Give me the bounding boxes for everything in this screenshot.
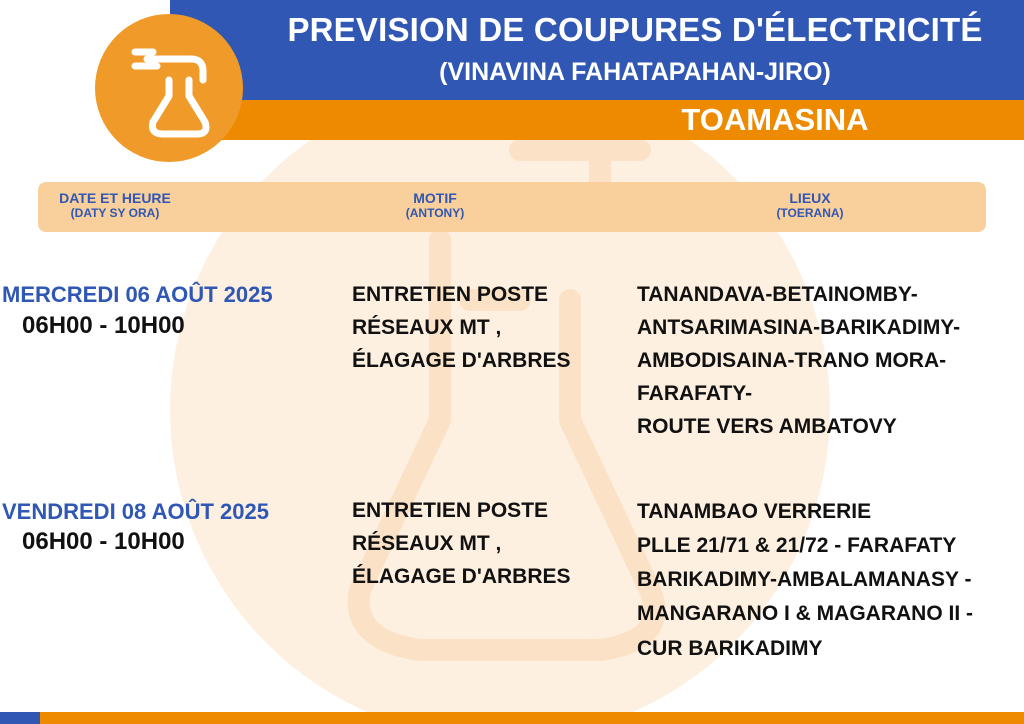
outage-location-line: TANAMBAO VERRERIE [637,500,872,523]
outage-motif-line: ENTRETIEN POSTE [352,283,549,306]
outage-location-line: BARIKADIMY-AMBALAMANASY - [637,568,972,591]
outage-location-line: MANGARANO I & MAGARANO II - [637,602,973,625]
outage-location-line: ROUTE VERS AMBATOVY [637,415,897,438]
page-title: PREVISION DE COUPURES D'ÉLECTRICITÉ [287,11,983,48]
outage-location-line: TANANDAVA-BETAINOMBY- [637,283,918,306]
footer-strip-accent [0,712,40,724]
column-header-lieux [735,190,885,221]
city-name: TOAMASINA [681,102,869,137]
outage-location-line: AMBODISAINA-TRANO MORA- [637,349,947,372]
outage-motif-line: ENTRETIEN POSTE [352,499,549,522]
outage-motif-line: ÉLAGAGE D'ARBRES [352,565,571,588]
outage-motif-line: ÉLAGAGE D'ARBRES [352,349,571,372]
outage-motif-line: RÉSEAUX MT , [352,316,502,339]
column-header-sublabel: (ANTONY) [405,206,465,220]
outage-date: MERCREDI 06 AOÛT 2025 [2,282,273,307]
column-header-sublabel: (DATY SY ORA) [70,206,160,220]
column-header-label: MOTIF [413,190,457,206]
faucet-flask-logo-icon [95,14,243,162]
outage-location-line: FARAFATY- [637,382,753,405]
outage-date: VENDREDI 08 AOÛT 2025 [2,499,269,524]
column-header-label: LIEUX [789,190,831,206]
outage-time: 06H00 - 10H00 [22,312,185,339]
page-subtitle: (VINAVINA FAHATAPAHAN-JIRO) [439,58,831,86]
column-header-motif [360,190,510,221]
outage-location-line: CUR BARIKADIMY [637,637,823,660]
outage-location-line: ANTSARIMASINA-BARIKADIMY- [637,316,961,339]
footer-strip [0,712,1024,724]
column-header-date [40,190,190,221]
column-header-sublabel: (TOERANA) [776,206,844,220]
column-header-label: DATE ET HEURE [59,190,171,206]
outage-motif-line: RÉSEAUX MT , [352,532,502,555]
outage-location-line: PLLE 21/71 & 21/72 - FARAFATY [637,534,957,557]
outage-time: 06H00 - 10H00 [22,528,185,555]
